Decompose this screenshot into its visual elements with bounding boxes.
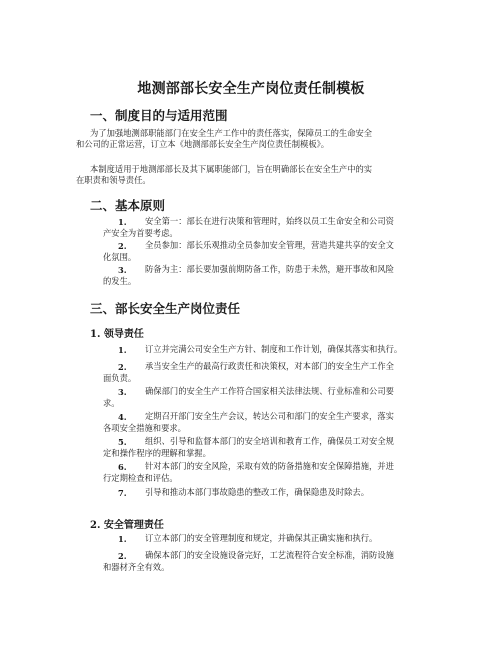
- list-item-line: 组织、引导和监督本部门的安全培训和教育工作，确保员工对安全规: [145, 436, 394, 446]
- paragraph-line: 为了加强地测部职能部门在安全生产工作中的责任落实，保障员工的生命安全: [90, 128, 373, 138]
- list-item-line: 化氛围。: [103, 252, 137, 262]
- list-item-line: 求。: [103, 398, 120, 408]
- list-number: 1.: [118, 217, 127, 227]
- list-item-line: 订立本部门的安全管理制度和规定，并确保其正确实施和执行。: [145, 533, 378, 543]
- list-number: 4.: [118, 412, 127, 422]
- list-item-line: 产安全为首要考虑。: [103, 228, 178, 238]
- section-heading-principles: 二、基本原则: [90, 198, 166, 213]
- list-item-line: 行定期检查和评估。: [103, 473, 178, 483]
- list-item-line: 针对本部门的安全风险，采取有效的防备措施和安全保障措施，并进: [145, 461, 394, 471]
- list-number: 7.: [118, 488, 127, 498]
- list-item-line: 定期召开部门安全生产会议，转达公司和部门的安全生产要求，落实: [145, 411, 394, 421]
- list-item-line: 引导和推动本部门事故隐患的整改工作，确保隐患及时除去。: [145, 487, 370, 497]
- list-number: 1.: [118, 534, 127, 544]
- paragraph-line: 和公司的正常运营，订立本《地测部部长安全生产岗位责任制模板》。: [76, 139, 330, 149]
- paragraph-line: 本制度适用于地测部部长及其下属职能部门，旨在明确部长在安全生产中的实: [90, 164, 373, 174]
- subsection-heading-leadership: 1. 领导责任: [90, 329, 144, 340]
- list-number: 1.: [118, 345, 127, 355]
- list-item-line: 的发生。: [103, 276, 137, 286]
- list-item-line: 确保部门的安全生产工作符合国家相关法律法规、行业标准和公司要: [145, 386, 394, 396]
- paragraph-line: 在职责和领导责任。: [76, 175, 151, 185]
- list-number: 3.: [118, 387, 127, 397]
- list-item-line: 安全第一：部长在进行决策和管理时，始终以员工生命安全和公司资: [145, 216, 394, 226]
- document-title: 地测部部长安全生产岗位责任制模板: [137, 81, 365, 97]
- list-item-line: 各项安全措施和要求。: [103, 423, 186, 433]
- list-item-line: 面负责。: [103, 373, 137, 383]
- list-item-line: 定和操作程序的理解和掌握。: [103, 448, 211, 458]
- subsection-heading-safety-management: 2. 安全管理责任: [90, 520, 164, 531]
- list-number: 2.: [118, 362, 127, 372]
- list-number: 5.: [118, 437, 127, 447]
- section-heading-responsibilities: 三、部长安全生产岗位责任: [90, 301, 241, 316]
- list-item-line: 确保本部门的安全设施设备完好，工艺流程符合安全标准，消防设施: [145, 550, 394, 560]
- section-heading-purpose: 一、制度目的与适用范围: [90, 108, 228, 123]
- list-item-line: 订立并完满公司安全生产方针、制度和工作计划，确保其落实和执行。: [145, 344, 403, 354]
- list-item-line: 和器材齐全有效。: [103, 562, 170, 572]
- list-number: 3.: [118, 265, 127, 275]
- list-item-line: 全员参加：部长乐观推动全员参加安全管理，营造共建共享的安全文: [145, 240, 394, 250]
- list-number: 6.: [118, 462, 127, 472]
- list-item-line: 承当安全生产的最高行政责任和决策权，对本部门的安全生产工作全: [145, 361, 394, 371]
- list-item-line: 防备为主：部长要加强前期防备工作，防患于未然，避开事故和风险: [145, 264, 394, 274]
- list-number: 2.: [118, 551, 127, 561]
- list-number: 2.: [118, 241, 127, 251]
